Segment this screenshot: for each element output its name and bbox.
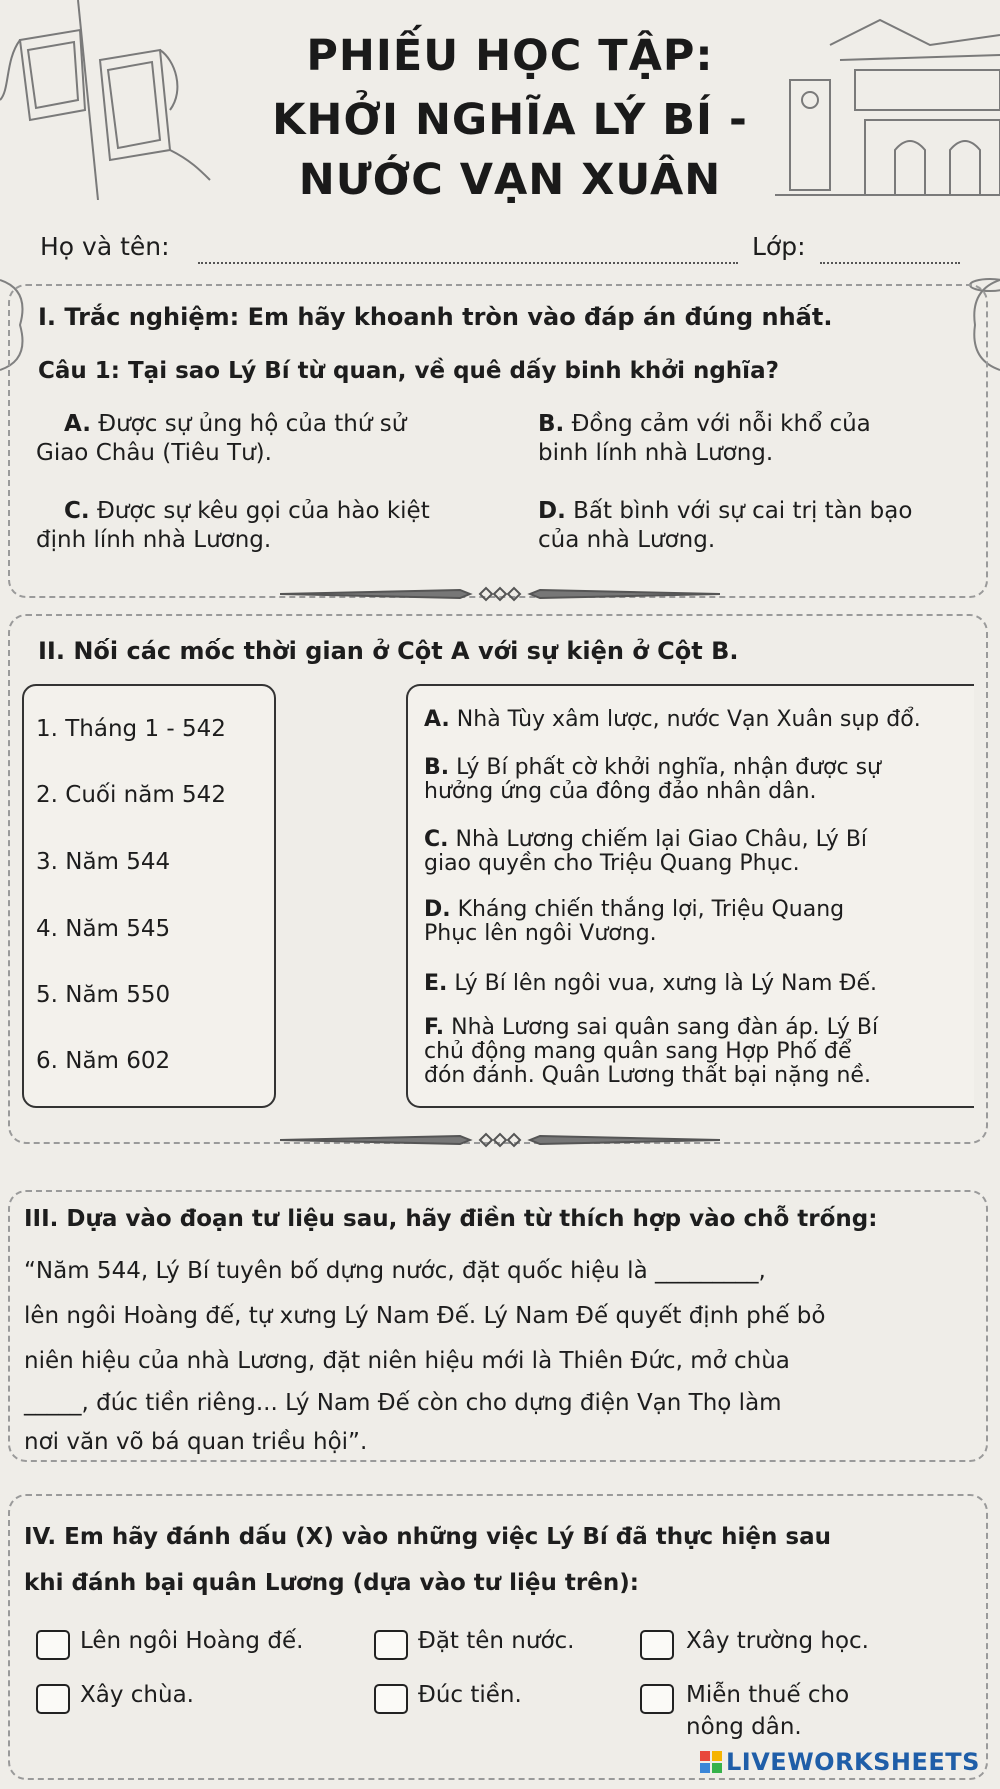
checkbox-label: Xây trường học.: [686, 1628, 869, 1654]
event-text: Nhà Lương chiếm lại Giao Châu, Lý Bí: [455, 827, 868, 852]
column-b-item[interactable]: [424, 898, 984, 946]
checkbox-tax-exempt[interactable]: [640, 1684, 674, 1714]
event-letter: E.: [424, 971, 448, 996]
event-text: Nhà Tùy xâm lược, nước Vạn Xuân sụp đổ.: [456, 707, 921, 732]
checkbox-build-pagoda[interactable]: [36, 1684, 70, 1714]
title-line-3: NƯỚC VẠN XUÂN: [298, 155, 722, 205]
section-2-heading: II. Nối các mốc thời gian ở Cột A với sự kiện ở Cột B.: [38, 637, 739, 665]
class-field[interactable]: [820, 262, 960, 264]
event-letter: B.: [424, 755, 450, 780]
option-letter: B.: [538, 411, 565, 437]
checkbox-lead-emperor[interactable]: [36, 1630, 70, 1660]
column-b-item[interactable]: [424, 756, 984, 804]
name-label: Họ và tên:: [40, 232, 170, 261]
column-b-item[interactable]: [424, 708, 984, 732]
option-c[interactable]: [36, 497, 514, 555]
checkbox-label: Miễn thuế cho: [686, 1682, 850, 1708]
option-text: binh lính nhà Lương.: [538, 440, 774, 466]
class-label: Lớp:: [752, 232, 806, 261]
event-text: giao quyền cho Triệu Quang Phục.: [424, 851, 800, 876]
option-letter: D.: [538, 498, 566, 524]
liveworksheets-icon: [700, 1751, 722, 1773]
option-letter: C.: [64, 498, 90, 524]
event-letter: F.: [424, 1015, 445, 1040]
column-a-box: [22, 684, 276, 1108]
question-1: Câu 1: Tại sao Lý Bí từ quan, về quê dấy binh khởi nghĩa?: [38, 358, 779, 384]
column-a-item[interactable]: 5. Năm 550: [36, 982, 171, 1008]
event-text: đón đánh. Quân Lương thất bại nặng nề.: [424, 1063, 871, 1088]
liveworksheets-logo[interactable]: [700, 1748, 980, 1776]
event-letter: A.: [424, 707, 450, 732]
event-letter: D.: [424, 897, 451, 922]
ornament-divider: [280, 1130, 720, 1150]
section-4-heading-line-2: khi đánh bại quân Lương (dựa vào tư liệu trên):: [24, 1570, 639, 1596]
section-4-heading-line-1: IV. Em hãy đánh dấu (X) vào những việc Lý Bí đã thực hiện sau: [24, 1524, 831, 1550]
option-text: Giao Châu (Tiêu Tư).: [36, 440, 272, 466]
checkbox-label: Đặt tên nước.: [418, 1628, 575, 1654]
option-text: Bất bình với sự cai trị tàn bạo: [573, 498, 913, 524]
event-text: Nhà Lương sai quân sang đàn áp. Lý Bí: [451, 1015, 879, 1040]
option-b[interactable]: [538, 410, 978, 468]
checkbox-mint-coins[interactable]: [374, 1684, 408, 1714]
option-a[interactable]: [36, 410, 504, 468]
column-a-item[interactable]: 2. Cuối năm 542: [36, 782, 226, 808]
flags-illustration: [0, 0, 230, 200]
option-d[interactable]: [538, 497, 998, 555]
name-field[interactable]: [198, 262, 738, 264]
option-text: Được sự ủng hộ của thứ sử: [98, 411, 407, 437]
column-b-item[interactable]: [424, 972, 984, 996]
section-1-heading: I. Trắc nghiệm: Em hãy khoanh tròn vào đáp án đúng nhất.: [38, 303, 833, 331]
option-text: của nhà Lương.: [538, 527, 716, 553]
column-a-item[interactable]: 3. Năm 544: [36, 849, 171, 875]
option-letter: A.: [64, 411, 91, 437]
option-text: Đồng cảm với nỗi khổ của: [571, 411, 871, 437]
title-line-2: KHỞI NGHĨA LÝ BÍ -: [272, 95, 748, 145]
checkbox-label: nông dân.: [686, 1714, 802, 1740]
passage-line: _____, đúc tiền riêng... Lý Nam Đế còn cho dựng điện Vạn Thọ làm: [24, 1390, 782, 1416]
title-line-1: PHIẾU HỌC TẬP:: [306, 31, 714, 81]
temple-illustration: [770, 0, 1000, 200]
event-text: Kháng chiến thắng lợi, Triệu Quang: [457, 897, 845, 922]
event-text: Lý Bí lên ngôi vua, xưng là Lý Nam Đế.: [454, 971, 877, 996]
column-a-item[interactable]: 6. Năm 602: [36, 1048, 171, 1074]
event-letter: C.: [424, 827, 449, 852]
passage-line: “Năm 544, Lý Bí tuyên bố dựng nước, đặt quốc hiệu là _________,: [24, 1258, 766, 1284]
checkbox-label: Lên ngôi Hoàng đế.: [80, 1628, 304, 1654]
passage-line: niên hiệu của nhà Lương, đặt niên hiệu mới là Thiên Đức, mở chùa: [24, 1348, 790, 1374]
passage-line: nơi văn võ bá quan triều hội”.: [24, 1429, 368, 1455]
section-3-heading: III. Dựa vào đoạn tư liệu sau, hãy điền từ thích hợp vào chỗ trống:: [24, 1206, 878, 1232]
column-b-item[interactable]: [424, 1016, 984, 1088]
checkbox-label: Đúc tiền.: [418, 1682, 522, 1708]
event-text: chủ động mang quân sang Hợp Phố để: [424, 1039, 852, 1064]
event-text: Lý Bí phất cờ khởi nghĩa, nhận được sự: [456, 755, 881, 780]
option-text: Được sự kêu gọi của hào kiệt: [96, 498, 430, 524]
checkbox-build-school[interactable]: [640, 1630, 674, 1660]
event-text: Phục lên ngôi Vương.: [424, 921, 657, 946]
checkbox-label: Xây chùa.: [80, 1682, 194, 1708]
column-a-item[interactable]: 1. Tháng 1 - 542: [36, 716, 226, 742]
checkbox-name-country[interactable]: [374, 1630, 408, 1660]
option-text: định lính nhà Lương.: [36, 527, 272, 553]
column-b-item[interactable]: [424, 828, 984, 876]
passage-line: lên ngôi Hoàng đế, tự xưng Lý Nam Đế. Lý Nam Đế quyết định phế bỏ: [24, 1303, 826, 1329]
column-a-item[interactable]: 4. Năm 545: [36, 916, 171, 942]
event-text: hưởng ứng của đông đảo nhân dân.: [424, 779, 817, 804]
brand-text: LIVEWORKSHEETS: [726, 1748, 980, 1776]
ornament-divider: [280, 584, 720, 604]
